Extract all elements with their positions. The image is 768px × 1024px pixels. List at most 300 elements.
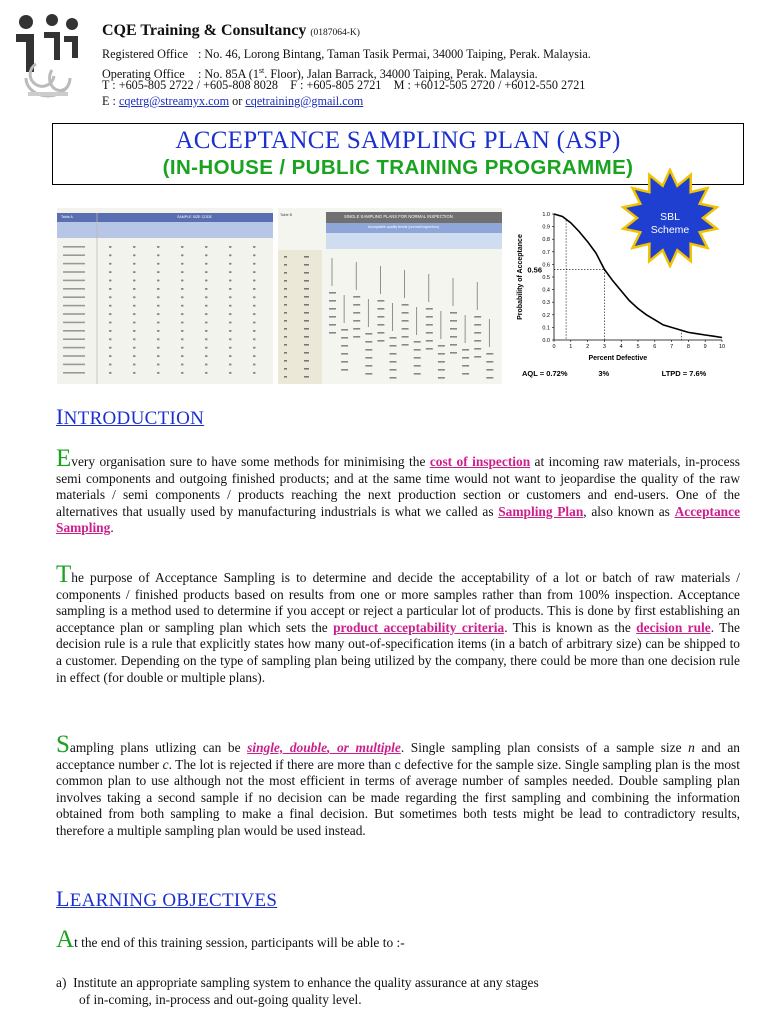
sample-size-code-table [57, 208, 273, 384]
table-b-cell-mark [390, 369, 397, 371]
table-b-row-mark [284, 304, 287, 306]
p1-highlight-sampling-plan: Sampling Plan [498, 503, 584, 519]
table-b-row-mark [284, 312, 287, 314]
table-b-cell-mark [390, 353, 397, 355]
table-b-row-mark [304, 336, 309, 338]
table-b-cell-mark [474, 316, 481, 318]
table-b-row-mark [284, 264, 287, 266]
table-b-cell-mark [486, 361, 493, 363]
table-a-cell-mark [133, 355, 136, 357]
table-a-cell-mark [157, 330, 160, 332]
table-b-cell-mark [414, 341, 421, 343]
operating-address-pre: : No. 85A (1 [198, 67, 259, 82]
table-a-cell-mark [157, 338, 160, 340]
p1-text-a: very organisation sure to have some methods for minimising the [71, 454, 430, 469]
table-b-row-mark [304, 368, 309, 370]
table-a-row-mark [63, 364, 85, 366]
table-a-cell-mark [109, 322, 112, 324]
operating-sup: st [258, 66, 265, 75]
table-b-row-mark [304, 264, 309, 266]
x-tick-label: 5 [636, 344, 640, 350]
table-a-cell-mark [205, 322, 208, 324]
table-a-cell-mark [181, 254, 184, 256]
table-a-cell-mark [109, 280, 112, 282]
table-b-cell-mark [450, 336, 457, 338]
company-title: CQE Training & Consultancy [102, 22, 307, 39]
table-a-cell-mark [133, 330, 136, 332]
table-a-row-mark [63, 322, 85, 324]
table-b-cell-mark [474, 324, 481, 326]
table-a-cell-mark [229, 246, 232, 248]
table-a-cell-mark [253, 288, 256, 290]
table-b-cell-mark [377, 340, 384, 342]
registered-office [102, 47, 591, 62]
table-a-cell-mark [181, 338, 184, 340]
table-a-row-mark [63, 271, 85, 273]
table-b-cell-mark [341, 369, 348, 371]
table-a-cell-mark [157, 246, 160, 248]
table-a-cell-mark [157, 271, 160, 273]
table-a-cell-mark [229, 313, 232, 315]
table-a-cell-mark [133, 372, 136, 374]
table-b-cell-mark [365, 333, 372, 335]
table-a-cell-mark [229, 372, 232, 374]
table-b-cell-mark [402, 344, 409, 346]
table-a-cell-mark [181, 305, 184, 307]
table-b-cell-mark [353, 312, 360, 314]
table-b-cell-mark [377, 308, 384, 310]
y-axis-label: Probability of Acceptance [517, 234, 524, 320]
table-a-cell-mark [181, 296, 184, 298]
table-b-cell-mark [341, 345, 348, 347]
table-b-cell-mark [329, 300, 336, 302]
table-a-cell-mark [133, 254, 136, 256]
table-a-row-mark [63, 330, 85, 332]
table-b-cell-mark [377, 300, 384, 302]
table-b-cell-mark [438, 345, 445, 347]
table-b-cell-mark [390, 361, 397, 363]
table-b-cell-mark [450, 344, 457, 346]
table-b-cell-mark [474, 348, 481, 350]
table-a-cell-mark [157, 280, 160, 282]
table-a-cell-mark [181, 280, 184, 282]
table-b-cell-mark [450, 328, 457, 330]
table-a-cell-mark [109, 372, 112, 374]
table-a-cell-mark [205, 280, 208, 282]
table-b-cell-mark [402, 304, 409, 306]
table-b-row-mark [304, 256, 309, 258]
table-a-cell-mark [253, 364, 256, 366]
table-b-cell-mark [426, 324, 433, 326]
table-a-cell-mark [157, 305, 160, 307]
table-a-cell-mark [109, 355, 112, 357]
table-a-grid [57, 208, 273, 384]
table-b-cell-mark [390, 345, 397, 347]
table-b-cell-mark [329, 332, 336, 334]
y-tick-label: 0.8 [542, 237, 550, 244]
table-a-cell-mark [229, 280, 232, 282]
lo-item-a-line1: a) Institute an appropriate sampling system to enhance the quality assurance at any stages [56, 975, 539, 990]
table-b-cell-mark [426, 308, 433, 310]
table-a-cell-mark [109, 288, 112, 290]
table-b-row-mark [284, 272, 287, 274]
table-b-row-mark [304, 328, 309, 330]
table-b-row-mark [284, 360, 287, 362]
table-b-cell-mark [414, 357, 421, 359]
table-b-subtitle: Acceptable quality levels (normal inspection) [368, 225, 439, 229]
table-a-cell-mark [181, 288, 184, 290]
email-line [102, 94, 363, 109]
table-a-cell-mark [109, 347, 112, 349]
table-a-cell-mark [133, 338, 136, 340]
table-a-row-mark [63, 280, 85, 282]
table-a-cell-mark [205, 271, 208, 273]
email-link-2[interactable]: cqetraining@gmail.com [245, 94, 364, 108]
table-a-cell-mark [109, 305, 112, 307]
table-a-cell-mark [133, 280, 136, 282]
registered-address: : No. 46, Lorong Bintang, Taman Tasik Permai, 34000 Taiping, Perak. Malaysia. [198, 47, 591, 61]
table-b-cell-mark [402, 328, 409, 330]
table-a-cell-mark [205, 338, 208, 340]
y-tick-label: 0.6 [542, 262, 550, 269]
table-a-cell-mark [229, 347, 232, 349]
table-a-cell-mark [253, 305, 256, 307]
table-a-cell-mark [157, 263, 160, 265]
table-a-cell-mark [205, 364, 208, 366]
table-a-cell-mark [253, 330, 256, 332]
table-a-cell-mark [157, 254, 160, 256]
table-a-cell-mark [205, 288, 208, 290]
p2-text-a: he purpose of Acceptance Sampling is to determine and decide the acceptability of a lot or batch of raw materials / components / finished products based on results from one or more samples rather than from 100% inspection. Acceptance sampling is a method used to determine if you accept or reject a particular lot of products. This is done by first establishing an acceptance plan or sampling plan which sets the [56, 570, 740, 635]
table-a-row-mark [63, 305, 85, 307]
table-a-cell-mark [229, 271, 232, 273]
table-a-cell-mark [109, 246, 112, 248]
table-b-cell-mark [329, 316, 336, 318]
table-a-cell-mark [157, 296, 160, 298]
table-b-row-mark [284, 288, 287, 290]
table-a-cell-mark [133, 322, 136, 324]
intro-paragraph-1 [56, 445, 741, 537]
x-tick-label: 9 [703, 344, 707, 350]
table-a-cell-mark [133, 263, 136, 265]
badge-line2: Scheme [650, 224, 690, 236]
intro-heading-rest: NTRODUCTION [63, 408, 205, 429]
table-b-cell-mark [353, 336, 360, 338]
table-a-cell-mark [229, 322, 232, 324]
table-a-cell-mark [109, 271, 112, 273]
table-a-cell-mark [205, 313, 208, 315]
table-b-cell-mark [353, 328, 360, 330]
y-tick-label: 0.0 [542, 338, 550, 344]
table-a-cell-mark [229, 288, 232, 290]
table-b-row-mark [304, 320, 309, 322]
p1-drop-cap: E [56, 445, 72, 472]
table-b-row-mark [304, 344, 309, 346]
p1-text-d: . [110, 520, 114, 536]
table-b-cell-mark [414, 365, 421, 367]
table-b-cell-mark [390, 337, 397, 339]
mid-label: 3% [598, 369, 610, 378]
single-sampling-table [278, 208, 502, 384]
table-a-cell-mark [181, 347, 184, 349]
table-b-cell-mark [341, 361, 348, 363]
y-tick-label: 0.5 [542, 275, 550, 281]
main-title: ACCEPTANCE SAMPLING PLAN (ASP) [175, 127, 621, 154]
table-a-cell-mark [253, 372, 256, 374]
registered-label: Registered Office [102, 47, 189, 61]
table-b-cell-mark [365, 349, 372, 351]
table-b-cell-mark [450, 312, 457, 314]
table-a-cell-mark [157, 364, 160, 366]
p3-highlight-multiple: or multiple [336, 740, 401, 755]
table-b-cell-mark [486, 369, 493, 371]
p1-highlight-cost: cost of inspection [429, 454, 531, 469]
p3-text-a: ampling plans utlizing can be [69, 740, 248, 755]
table-b-cell-mark [353, 320, 360, 322]
table-b-row-mark [304, 280, 309, 282]
p1-highlight-acceptance-sampling: Acceptance Sampling [56, 503, 741, 536]
p2-text-c: . The decision rule is a rule that explicitly states how many out-of-specification items (in a batch of arbitrary size) can be shipped to a customer. Depending on the type of sampling plan being utilized by the company, there could be more than one decision rule in effect (for double or multiple plans). [56, 619, 740, 685]
table-a-cell-mark [253, 271, 256, 273]
table-a-cell-mark [253, 338, 256, 340]
p3-text-c: and an acceptance number [56, 740, 740, 772]
table-b-cell-mark [390, 377, 397, 379]
learning-objectives-heading [56, 886, 277, 912]
table-b-cell-mark [426, 316, 433, 318]
x-tick-label: 10 [718, 344, 726, 350]
table-a-cell-mark [181, 330, 184, 332]
y-tick-label: 0.3 [542, 300, 550, 307]
table-b-row-mark [284, 352, 287, 354]
table-b-cell-mark [426, 332, 433, 334]
p3-highlight-single-double: single, double [247, 740, 328, 755]
table-a-cell-mark [205, 355, 208, 357]
table-b-row-mark [304, 288, 309, 290]
table-b-cell-mark [486, 353, 493, 355]
table-a-cell-mark [133, 271, 136, 273]
table-b-cell-mark [426, 340, 433, 342]
table-a-cell-mark [181, 263, 184, 265]
table-b-row-mark [304, 272, 309, 274]
lo-intro [56, 926, 740, 953]
table-a-cell-mark [133, 313, 136, 315]
x-tick-label: 1 [569, 344, 573, 350]
table-b-cell-mark [462, 365, 469, 367]
intro-heading-cap: I [56, 404, 64, 429]
table-b-cell-mark [353, 304, 360, 306]
p3-text-d: . The lot is rejected if there are more than c defective for the sample size. Single sampling plan is the most common plan to use although not the most efficient in terms of average number of samples needed. Double sampling plan involves taking a second sample if no decision can be made regarding the first sampling and combining the information obtained from both sampling to make a final decision. But sometimes both tests might be lead to contradictory results, therefore a multiple sampling plan would be used instead. [56, 756, 740, 838]
p3-var-n: n [688, 740, 695, 755]
table-a-cell-mark [181, 313, 184, 315]
table-a-cell-mark [109, 330, 112, 332]
table-b-cell-mark [438, 377, 445, 379]
x-tick-label: 6 [653, 344, 657, 350]
table-b-cell-mark [329, 324, 336, 326]
table-a-cell-mark [253, 313, 256, 315]
table-b-cell-mark [365, 341, 372, 343]
table-b-cell-mark [462, 349, 469, 351]
p3-var-c: c [162, 756, 169, 772]
table-b-cell-mark [377, 324, 384, 326]
table-a-cell-mark [253, 280, 256, 282]
table-a-row-mark [63, 347, 85, 349]
table-b-row-mark [304, 296, 309, 298]
table-a-row-mark [63, 338, 85, 340]
table-a-cell-mark [133, 288, 136, 290]
email-label: E : [102, 94, 119, 108]
p2-drop-cap: T [56, 561, 72, 588]
table-a-cell-mark [109, 313, 112, 315]
table-a-cell-mark [157, 288, 160, 290]
operating-address-post: . Floor), Jalan Barrack, 34000 Taiping, Perak. Malaysia. [264, 67, 538, 82]
company-logo [8, 8, 94, 100]
table-a-cell-mark [253, 254, 256, 256]
table-a-cell-mark [229, 254, 232, 256]
table-b-cell-mark [329, 292, 336, 294]
lo-heading-rest: EARNING OBJECTIVES [69, 890, 278, 911]
table-b-row-mark [284, 296, 287, 298]
table-a-cell-mark [157, 347, 160, 349]
table-a-cell-mark [205, 347, 208, 349]
table-a-row-mark [63, 355, 85, 357]
lo-heading-cap: L [56, 886, 70, 911]
sub-title: (IN-HOUSE / PUBLIC TRAINING PROGRAMME) [162, 156, 634, 179]
table-b-row-mark [284, 376, 287, 378]
intro-paragraph-3 [56, 731, 740, 840]
table-a-cell-mark [133, 364, 136, 366]
table-a-cell-mark [133, 246, 136, 248]
y-tick-label: 0.4 [542, 287, 550, 294]
table-b-cell-mark [365, 357, 372, 359]
table-a-cell-mark [133, 296, 136, 298]
table-b-row-mark [284, 344, 287, 346]
table-a-cell-mark [157, 372, 160, 374]
table-a-cell-mark [205, 254, 208, 256]
email-link-1[interactable]: cqetrg@streamyx.com [118, 94, 230, 108]
table-b-cell-mark [365, 365, 372, 367]
x-tick-label: 2 [586, 344, 590, 350]
table-b-cell-mark [341, 329, 348, 331]
table-b-cell-mark [377, 332, 384, 334]
point-label: 0.56 [527, 265, 542, 275]
table-b-grid [278, 208, 502, 384]
table-b-cell-mark [450, 352, 457, 354]
table-a-row-mark [63, 246, 85, 248]
table-a-cell-mark [205, 305, 208, 307]
table-a-cell-mark [205, 296, 208, 298]
table-a-cell-mark [181, 355, 184, 357]
operating-label: Operating Office [102, 67, 185, 82]
x-tick-label: 8 [686, 344, 690, 350]
table-a-cell-mark [157, 313, 160, 315]
table-b-cell-mark [450, 320, 457, 322]
table-a-cell-mark [253, 347, 256, 349]
table-b-cell-mark [438, 369, 445, 371]
table-a-cell-mark [229, 338, 232, 340]
table-a-cell-mark [181, 372, 184, 374]
table-b-row-mark [304, 304, 309, 306]
table-a-row-mark [63, 372, 85, 374]
x-axis-label: Percent Defective [588, 355, 648, 362]
table-a-cell-mark [133, 347, 136, 349]
table-b-row-mark [284, 320, 287, 322]
table-b-cell-mark [474, 340, 481, 342]
table-b-row-mark [284, 368, 287, 370]
table-a-cell-mark [229, 364, 232, 366]
table-b-row-mark [284, 336, 287, 338]
aql-label: AQL = 0.72% [522, 369, 568, 378]
table-b-cell-mark [353, 296, 360, 298]
table-b-cell-mark [486, 377, 493, 379]
y-tick-label: 0.9 [542, 224, 550, 231]
table-a-cell-mark [109, 296, 112, 298]
table-b-cell-mark [402, 320, 409, 322]
table-b-row-mark [304, 312, 309, 314]
table-a-cell-mark [181, 271, 184, 273]
table-b-cell-mark [341, 337, 348, 339]
badge-line1: SBL [660, 211, 680, 223]
email-or: or [229, 94, 246, 108]
table-a-cell-mark [109, 263, 112, 265]
y-tick-label: 0.7 [542, 249, 550, 256]
table-a-cell-mark [157, 355, 160, 357]
table-b-cell-mark [462, 373, 469, 375]
p2-highlight-decision-rule: decision rule [636, 619, 711, 635]
table-b-cell-mark [474, 332, 481, 334]
table-b-cell-mark [329, 308, 336, 310]
y-tick-label: 0.1 [542, 325, 550, 332]
table-b-cell-mark [377, 316, 384, 318]
table-a-cell-mark [229, 330, 232, 332]
table-a-cell-mark [205, 330, 208, 332]
lo-item-a-line2: of in-coming, in-process and out-going quality level. [79, 992, 362, 1007]
table-a-cell-mark [205, 246, 208, 248]
table-b-cell-mark [341, 353, 348, 355]
table-a-row-mark [63, 296, 85, 298]
x-tick-label: 4 [619, 344, 623, 350]
table-b-row-mark [304, 376, 309, 378]
table-b-row-mark [304, 360, 309, 362]
table-a-cell-mark [253, 322, 256, 324]
table-a-cell-mark [109, 338, 112, 340]
table-b-title: SINGLE SAMPLING PLANS FOR NORMAL INSPECTION [344, 214, 453, 219]
table-a-cell-mark [133, 305, 136, 307]
sbl-scheme-badge [620, 168, 720, 268]
table-a-cell-mark [253, 263, 256, 265]
lo-drop-cap: A [56, 926, 75, 953]
table-a-cell-mark [253, 246, 256, 248]
p2-highlight-criteria: product acceptability criteria [333, 619, 505, 635]
table-a-title: SAMPLE SIZE CODE [177, 215, 212, 219]
lo-intro-text: t the end of this training session, participants will be able to :- [74, 935, 405, 950]
table-a-cell-mark [229, 305, 232, 307]
table-b-cell-mark [414, 349, 421, 351]
table-b-row-mark [284, 280, 287, 282]
table-a-cell-mark [181, 246, 184, 248]
table-a-row-mark [63, 263, 85, 265]
p1-text-c: , also known as [583, 503, 675, 519]
table-b-cell-mark [402, 336, 409, 338]
table-b-label: Table B [280, 213, 292, 217]
p1-text-b: at incoming raw materials, in-process semi components and outgoing finished products; and at the same time would not want to jeopardise the quality of the raw materials / semi components / products reaching the next production section or customers and end-users. One of the alternatives that usually used by manufacturing industrials is what we called as [56, 454, 740, 519]
introduction-heading [56, 404, 204, 430]
p3-highlight-comma: , [327, 740, 337, 755]
table-b-cell-mark [426, 348, 433, 350]
company-reg-no: (0187064-K) [310, 28, 360, 38]
table-b-cell-mark [462, 357, 469, 359]
table-a-row-mark [63, 313, 85, 315]
table-a-cell-mark [205, 372, 208, 374]
